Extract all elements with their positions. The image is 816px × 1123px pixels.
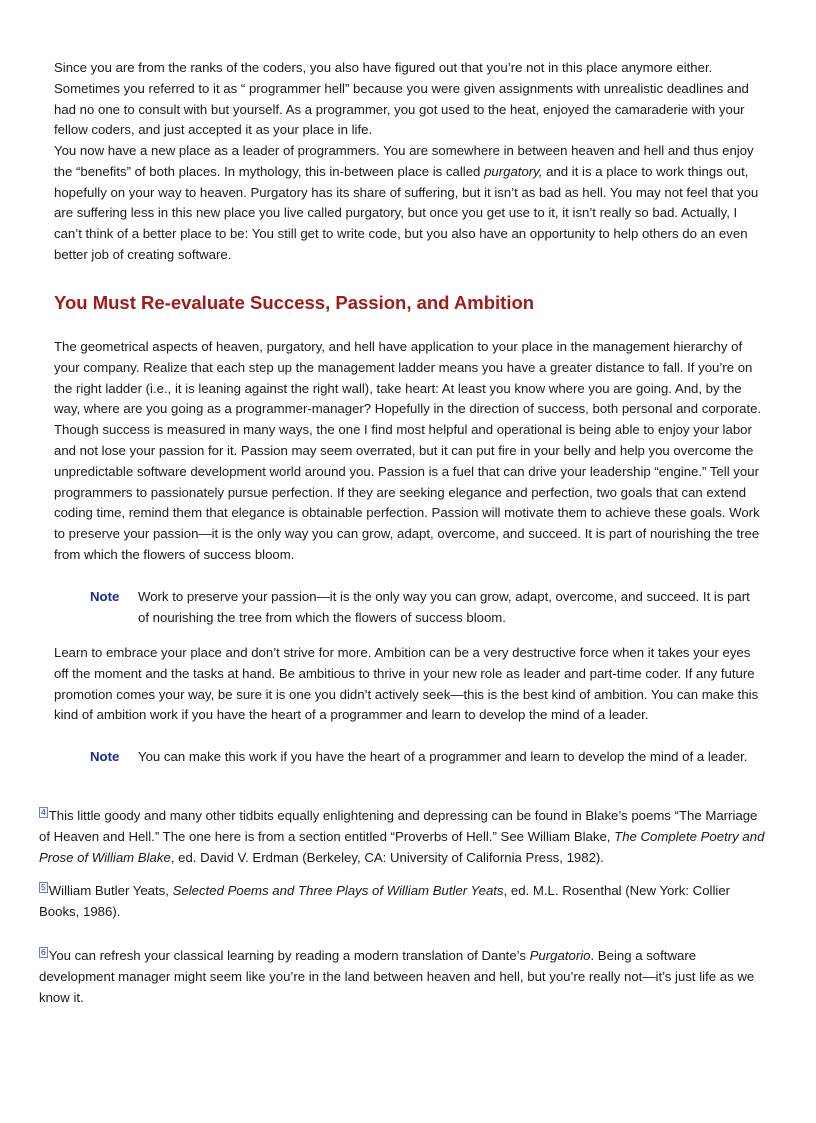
footnote-4 — [39, 806, 769, 868]
footnote-5-title: Selected Poems and Three Plays of William Butler Yeats — [172, 883, 504, 898]
footnote-4-title: The Complete Poetry and Prose of William Blake — [39, 828, 765, 865]
footnote-6-text-b: . Being a software development manager might seem like you’re in the land between heaven and hell, but you’re really not—it’s just life as we know it. — [39, 948, 755, 1005]
footnote-4-text-b: , ed. David V. Erdman (Berkeley, CA: University of California Press, 1982). — [170, 849, 604, 865]
intro-p2-text-a: You now have a new place as a leader of programmers. You are somewhere in between heaven and hell and thus enjoy the “benefits” of both places. In mythology, this in-between place is called — [54, 143, 754, 179]
footnote-6-text-a: You can refresh your classical learning by reading a modern translation of Dante’s — [48, 948, 530, 963]
footnote-6 — [39, 946, 769, 1008]
section-paragraph-1: The geometrical aspects of heaven, purgatory, and hell have application to your place in the management hierarchy of your company. Realize that each step up the management ladder means you have a greater distance to fall. If you’re on the right ladder (i.e., it is leaning against the right wall), take heart: At least you know where you are going. And, by the way, where are you going as a programmer-manager? Hopefully in the direction of success, both personal and corporate. Though success is measured in many ways, the one I find most helpful and operational is being able to enjoy your labor and not lose your passion for it. Passion may seem overrated, but it can put fire in your belly and help you overcome the unpredictable software development world around you. Passion is a fuel that can drive your leadership “engine.” Tell your programmers to passionately pursue perfection. If they are seeking elegance and perfection, two goals that can extend coding time, remind them that elegance is obtainable perfection. Passion will motivate them to achieve these goals. Work to preserve your passion—it is the only way you can grow, adapt, overcome, and succeed. It is part of nourishing the tree from which the flowers of success bloom. — [54, 339, 762, 562]
note-label: Note — [90, 749, 120, 764]
section-heading: You Must Re-evaluate Success, Passion, and Ambition — [54, 292, 535, 313]
note-label: Note — [90, 589, 120, 604]
section-paragraph-2: Learn to embrace your place and don’t strive for more. Ambition can be a very destructive force when it takes your eyes off the moment and the tasks at hand. Be ambitious to thrive in your new role as leader and part-time coder. If any future promotion comes your way, be sure it is one you didn’t actively seek—this is the best kind of ambition. You can make this kind of ambition work if you have the heart of a programmer and learn to develop the mind of a leader. — [54, 645, 759, 723]
footnote-5-link[interactable]: 5 — [41, 882, 46, 892]
intro-p2-text-b: and it is a place to work things out, hopefully on your way to heaven. Purgatory has its share of suffering, but it isn’t as bad as hell. You may not feel that you are suffering less in this new place you live called purgatory, but once you get use to it, it isn’t really so bad. Actually, I can’t think of a better place to be: You still get to write code, but you also have an opportunity to help others do an even better job of creating software. — [54, 163, 759, 262]
note-box-1 — [90, 587, 750, 629]
footnote-5-text-a: William Butler Yeats, — [48, 883, 173, 898]
footnote-5 — [39, 881, 769, 923]
footnote-5-text-b: , ed. M.L. Rosenthal (New York: Collier Books, 1986). — [39, 883, 731, 919]
note-box-2 — [90, 747, 750, 768]
intro-paragraph-2 — [54, 141, 766, 266]
note-text: You can make this work if you have the heart of a programmer and learn to develop the mind of a leader. — [138, 749, 748, 764]
footnote-4-link[interactable]: 4 — [41, 807, 46, 817]
note-text: Work to preserve your passion—it is the only way you can grow, adapt, overcome, and succeed. It is part of nourishing the tree from which the flowers of success bloom. — [138, 589, 750, 625]
intro-p2-emphasis: purgatory, — [484, 163, 543, 179]
footnote-6-title: Purgatorio — [529, 948, 591, 963]
footnote-4-text-a: This little goody and many other tidbits equally enlightening and depressing can be found in Blake’s poems “The Marriage of Heaven and Hell.” The one here is from a section entitled “Proverbs of Hell.” See William Blake, — [39, 808, 758, 844]
footnote-6-link[interactable]: 6 — [41, 947, 46, 957]
intro-paragraph-1: Since you are from the ranks of the coders, you also have figured out that you’re not in this place anymore either. Sometimes you referred to it as “ programmer hell” because you were given assignments with unrealistic deadlines and had no one to consult with but yourself. As a programmer, you got used to the heat, enjoyed the camaraderie with your fellow coders, and just accepted it as your place in life. — [54, 60, 749, 138]
